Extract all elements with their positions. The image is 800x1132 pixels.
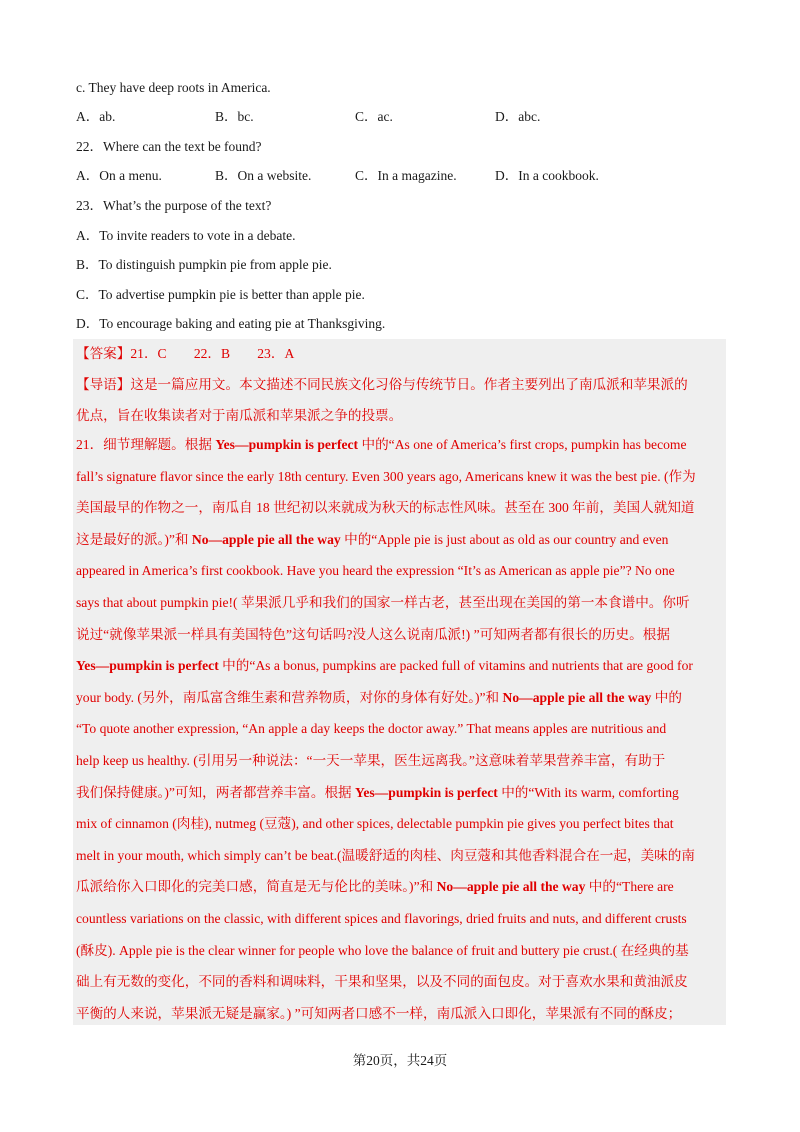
explanation-line [76, 815, 674, 833]
explanation-run: “To quote another expression, “An apple a day keeps the doctor away.” That means apples are nutritious and [76, 721, 667, 737]
explanation-line [76, 720, 666, 738]
explanation-line [76, 973, 688, 991]
explanation-line [76, 468, 696, 486]
explanation-run: 础上有无数的变化，不同的香料和调味料，干果和坚果，以及不同的面包皮。对于喜欢水果和黄油派皮 [76, 974, 688, 990]
explanation-run: 瓜派给你入口即化的完美口感，简直是无与伦比的美味。)”和 [76, 879, 437, 895]
explanation-line [76, 1005, 681, 1023]
explanation-line [76, 878, 674, 896]
explanation-run: mix of cinnamon (肉桂), nutmeg (豆蔻), and other spices, delectable pumpkin pie gives you perfect bites that [76, 816, 674, 832]
explanation-run: 我们保持健康。)”可知，两者都营养丰富。根据 [76, 784, 356, 800]
guide-line-2: 优点，旨在收集读者对于南瓜派和苹果派之争的投票。 [76, 408, 403, 423]
explanation-line [76, 752, 665, 770]
q21-option-b: B．bc. [215, 109, 254, 124]
q23-option-c: C．To advertise pumpkin pie is better than apple pie. [76, 287, 365, 302]
section-title-reference: Yes—pumpkin is perfect [215, 437, 359, 452]
q22-option-c: C．In a magazine. [355, 168, 457, 183]
explanation-line [76, 594, 690, 612]
explanation-run: appeared in America’s first cookbook. Have you heard the expression “It’s as American as apple pie”? No one [76, 563, 675, 579]
explanation-run: (酥皮). Apple pie is the clear winner for people who love the balance of fruit and buttery pie crust.( 在经典的基 [76, 942, 689, 958]
explanation-run: 平衡的人来说，苹果派无疑是赢家。) ”可知两者口感不一样，南瓜派入口即化，苹果派有不同的酥皮； [76, 1005, 682, 1021]
q23-option-b: B．To distinguish pumpkin pie from apple pie. [76, 257, 332, 272]
answer-key: 【答案】21．C 22．B 23．A [76, 346, 295, 361]
guide-line-1: 【导语】这是一篇应用文。本文描述不同民族文化习俗与传统节日。作者主要列出了南瓜派和苹果派的 [76, 377, 688, 392]
explanation-run: 中的 [651, 689, 682, 705]
q22-option-d: D．In a cookbook. [495, 168, 599, 183]
page-number: 第20页，共24页 [352, 1053, 448, 1068]
explanation-run: 中的“As one of America’s first crops, pumpkin has become [358, 437, 687, 452]
section-title-reference: No—apple pie all the way [191, 531, 341, 547]
explanation-line [76, 499, 695, 517]
option-c-statement: c. They have deep roots in America. [76, 80, 271, 95]
q21-option-c: C．ac. [355, 109, 393, 124]
explanation-line [76, 657, 693, 675]
q21-option-a: A．ab. [76, 109, 116, 124]
q23-option-d: D．To encourage baking and eating pie at Thanksgiving. [76, 316, 386, 331]
section-title-reference: Yes—pumpkin is perfect [76, 658, 219, 674]
explanation-line [76, 562, 675, 580]
explanation-run: 美国最早的作物之一，南瓜自 18 世纪初以来就成为秋天的标志性风味。甚至在 300 年前，美国人就知道 [76, 500, 695, 516]
explanation-run: 说过“就像苹果派一样具有美国特色”这句话吗?没人这么说南瓜派!) ”可知两者都有很长的历史。根据 [76, 626, 670, 642]
explanation-run: 21．细节理解题。根据 [76, 437, 216, 452]
explanation-line [76, 910, 687, 928]
q23-option-a: A．To invite readers to vote in a debate. [76, 228, 296, 243]
explanation-run: says that about pumpkin pie!( 苹果派几乎和我们的国家一样古老，甚至出现在美国的第一本食谱中。你听 [76, 595, 690, 610]
explanation-line [76, 531, 668, 549]
explanation-run: your body. (另外，南瓜富含维生素和营养物质，对你的身体有好处。)”和 [76, 689, 503, 705]
explanation-line [76, 847, 695, 865]
explanation-run: 中的“With its warm, comforting [497, 784, 679, 800]
q23-stem: 23．What’s the purpose of the text? [76, 198, 272, 213]
explanation-line [76, 942, 689, 960]
section-title-reference: No—apple pie all the way [502, 689, 652, 705]
explanation-run: countless variations on the classic, with different spices and flavorings, dried fruits and nuts, and different crusts [76, 911, 687, 926]
explanation-line [76, 436, 687, 454]
explanation-run: 中的“Apple pie is just about as old as our country and even [340, 531, 669, 547]
explanation-line [76, 689, 682, 707]
section-title-reference: No—apple pie all the way [436, 879, 586, 895]
explanation-line [76, 784, 679, 802]
explanation-run: fall’s signature flavor since the early 18th century. Even 300 years ago, Americans knew it was the best pie. (作为 [76, 468, 696, 484]
q21-option-d: D．abc. [495, 109, 541, 124]
q22-stem: 22．Where can the text be found? [76, 139, 262, 154]
explanation-line [76, 626, 670, 644]
section-title-reference: Yes—pumpkin is perfect [355, 784, 498, 800]
explanation-run: 中的“There are [585, 879, 674, 895]
explanation-run: 中的“As a bonus, pumpkins are packed full of vitamins and nutrients that are good for [218, 658, 693, 674]
explanation-run: help keep us healthy. (引用另一种说法：“一天一苹果，医生远离我。”这意味着苹果营养丰富，有助于 [76, 753, 666, 768]
q22-option-b: B．On a website. [215, 168, 312, 183]
q22-option-a: A．On a menu. [76, 168, 162, 183]
explanation-run: melt in your mouth, which simply can’t be beat.(温暖舒适的肉桂、肉豆蔻和其他香料混合在一起，美味的南 [76, 847, 695, 863]
explanation-run: 这是最好的派。)”和 [76, 531, 192, 547]
